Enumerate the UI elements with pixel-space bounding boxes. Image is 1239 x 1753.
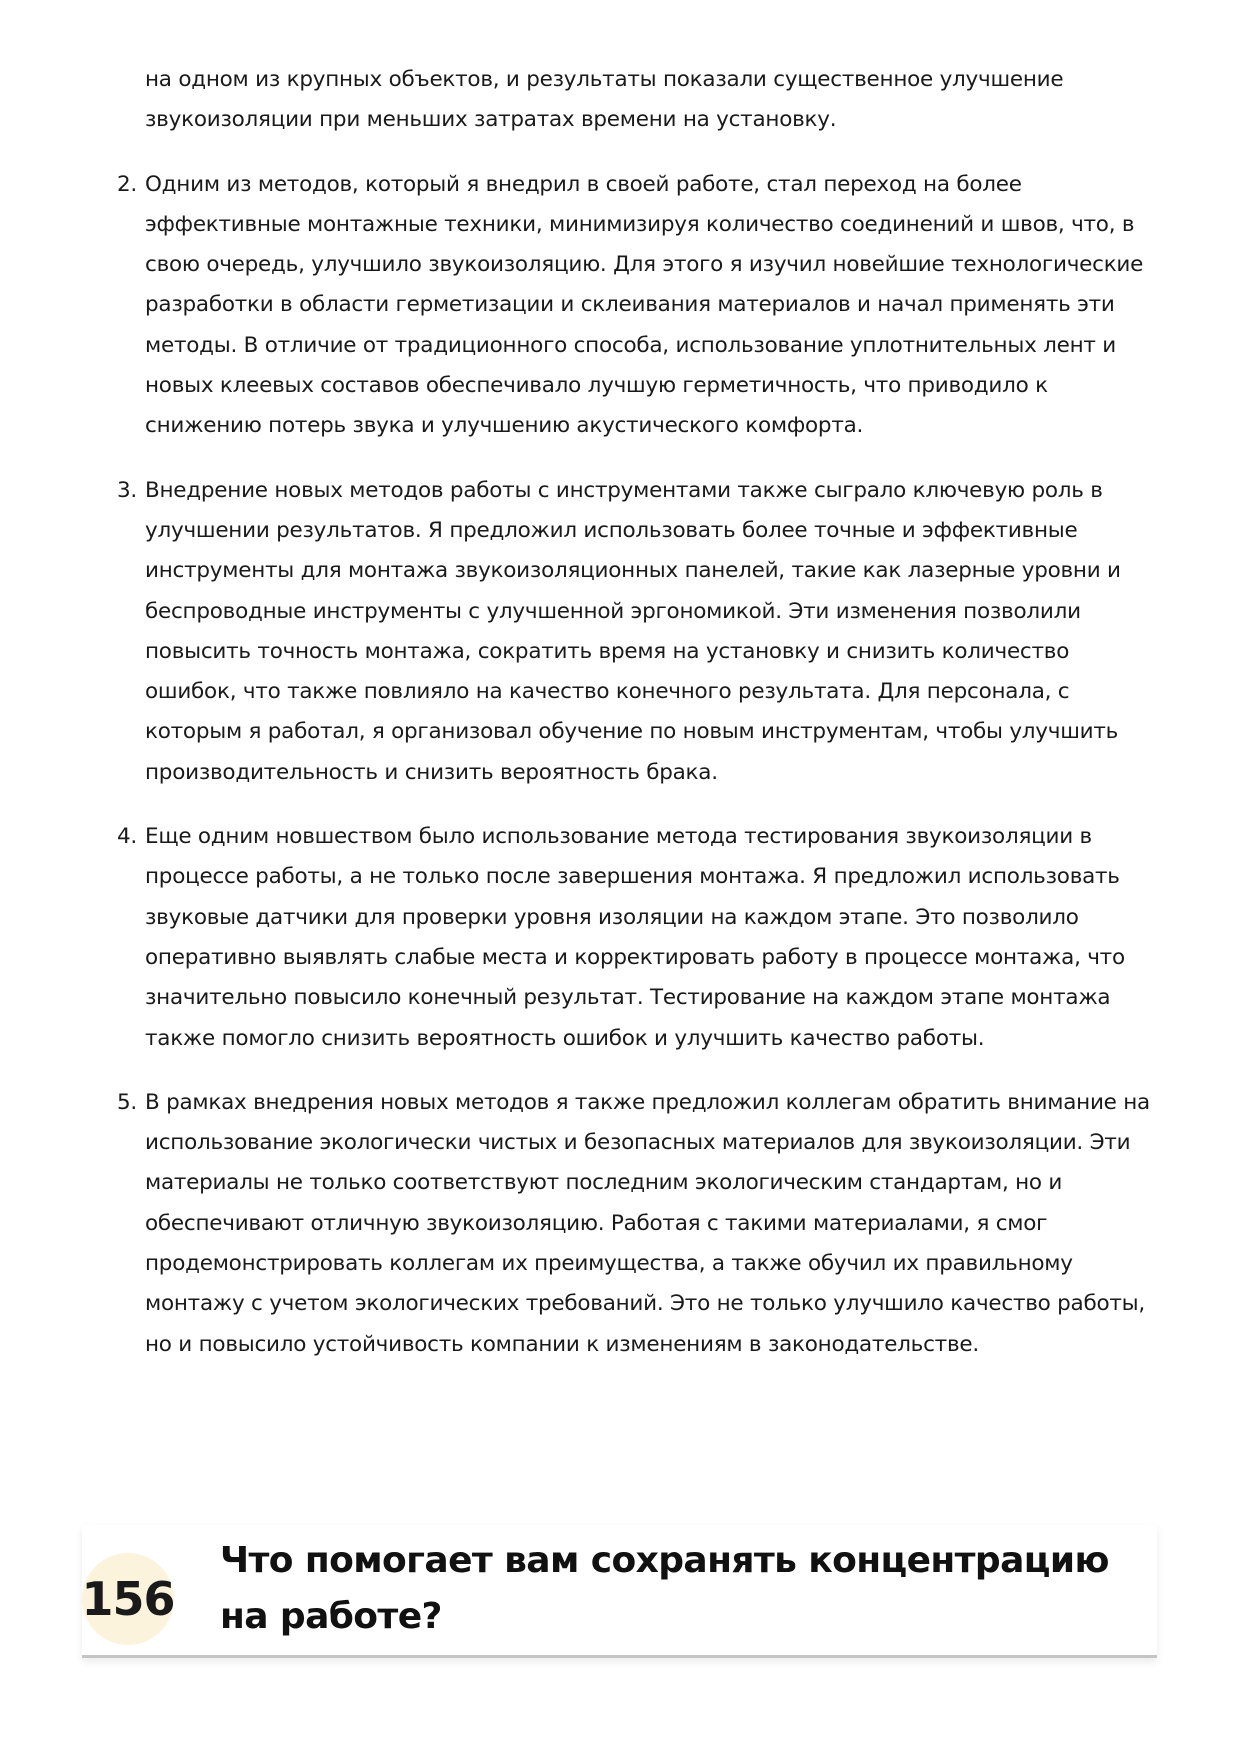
list-item-5 <box>117 1083 1155 1365</box>
list-item-text: Еще одним новшеством было использование метода тестирования звукоизоляции в процессе работы, а не только после завершения монтажа. Я предложил использовать звуковые датчики для проверки уровня изоляции на каждом этапе. Это позволило оперативно выявлять слабые места и корректировать работу в процессе монтажа, что значительно повысило конечный результат. Тестирование на каждом этапе монтажа также помогло снизить вероятность ошибок и улучшить качество работы. <box>145 824 1125 1051</box>
question-title: Что помогает вам сохранять концентрацию на работе? <box>220 1540 1109 1637</box>
list-item-4 <box>117 817 1155 1059</box>
list-item-text: В рамках внедрения новых методов я также предложил коллегам обратить внимание на использование экологически чистых и безопасных материалов для звукоизоляции. Эти материалы не только соответствуют последним экологическим стандартам, но и обеспечивают отличную звукоизоляцию. Работая с такими материалами, я смог продемонстрировать коллегам их преимущества, а также обучил их правильному монтажу с учетом экологических требований. Это не только улучшило качество работы, но и повысило устойчивость компании к изменениям в законодательстве. <box>145 1089 1150 1357</box>
list-item-3 <box>117 471 1155 793</box>
list-number: 4. <box>117 824 138 850</box>
list-number: 3. <box>117 477 138 503</box>
list-item-2 <box>117 165 1155 447</box>
list-item-text: Одним из методов, который я внедрил в своей работе, стал переход на более эффективные монтажные техники, минимизируя количество соединений и швов, что, в свою очередь, улучшило звукоизоляцию. Для этого я изучил новейшие технологические разработки в области герметизации и склеивания материалов и начал применять эти методы. В отличие от традиционного способа, использование уплотнительных лент и новых клеевых составов обеспечивало лучшую герметичность, что приводило к снижению потерь звука и улучшению акустического комфорта. <box>145 171 1144 439</box>
question-number-badge: 156 <box>82 1553 174 1645</box>
answer-body <box>117 60 1155 1389</box>
question-header <box>82 1525 1157 1658</box>
continuation-paragraph: на одном из крупных объектов, и результаты показали существенное улучшение звукоизоляции при меньших затратах времени на установку. <box>145 67 1064 133</box>
list-item-text: Внедрение новых методов работы с инструментами также сыграло ключевую роль в улучшении результатов. Я предложил использовать более точные и эффективные инструменты для монтажа звукоизоляционных панелей, такие как лазерные уровни и беспроводные инструменты с улучшенной эргономикой. Эти изменения позволили повысить точность монтажа, сократить время на установку и снизить количество ошибок, что также повлияло на качество конечного результата. Для персонала, с которым я работал, я организовал обучение по новым инструментам, чтобы улучшить производительность и снизить вероятность брака. <box>145 477 1121 785</box>
list-number: 2. <box>117 171 138 197</box>
list-number: 5. <box>117 1089 138 1115</box>
